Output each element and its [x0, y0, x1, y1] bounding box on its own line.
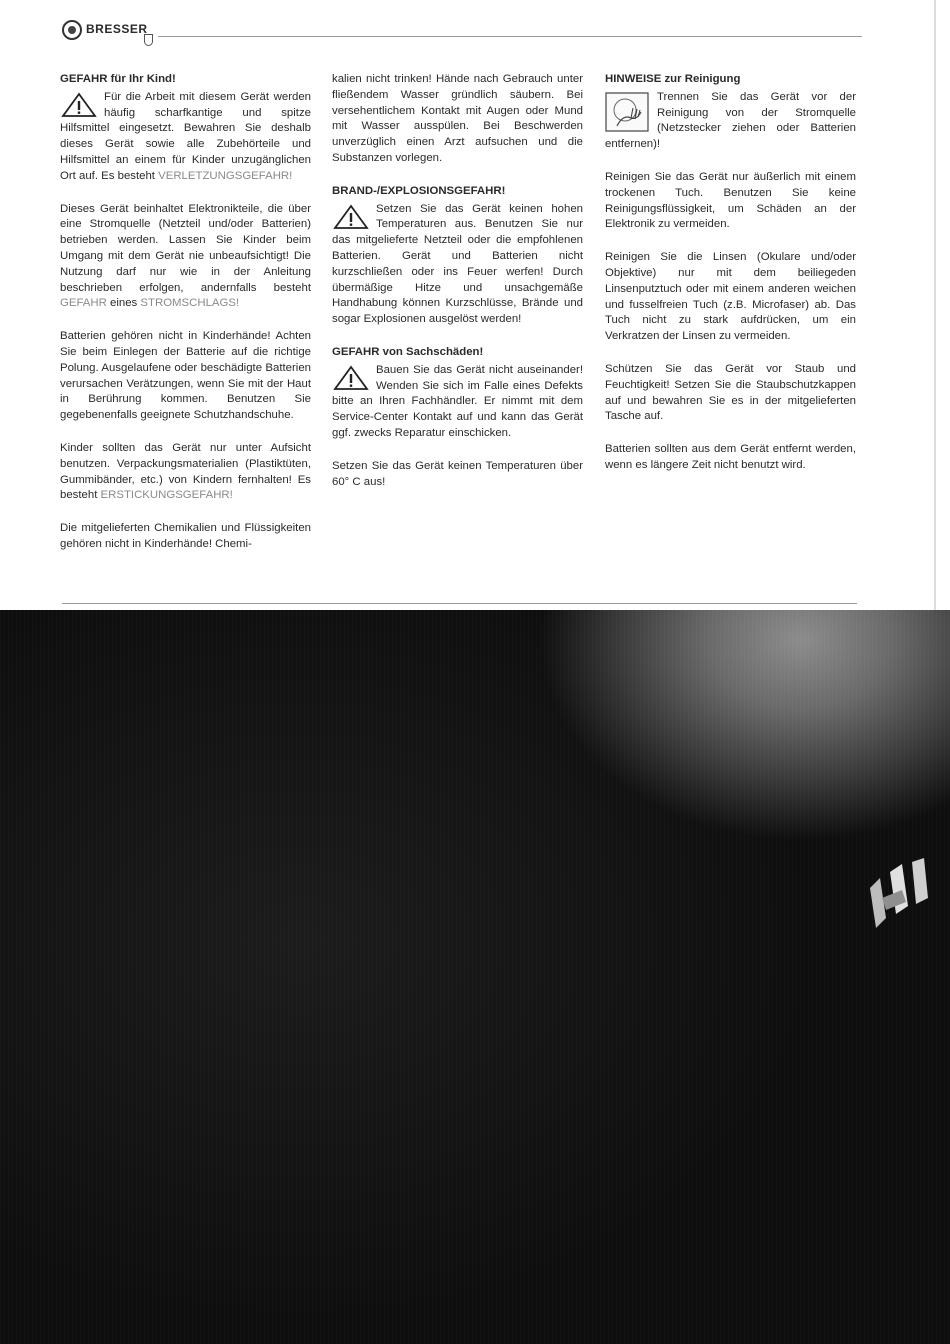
warning-triangle-icon — [332, 204, 370, 230]
paragraph-chemicals-cont: kalien nicht trinken! Hände nach Gebrauch unter fließendem Wasser gründlich säubern. Bei versehentlichem Kontakt mit Augen oder Mund mit Wasser ausspülen. Bei Beschwerden unverzüglich einen Arzt aufsuchen und die Substanzen vorlegen. — [332, 73, 583, 164]
hazard-term: ERSTICKUNGSGEFAHR! — [100, 489, 233, 502]
warning-triangle-icon — [332, 365, 370, 391]
paragraph-temperature: Setzen Sie das Gerät keinen Temperaturen über 60° C aus! — [332, 459, 583, 488]
background-photo — [0, 610, 950, 1344]
paragraph-dry-cloth: Reinigen Sie das Gerät nur äußerlich mit einem trockenen Tuch. Benutzen Sie keine Reinigungsflüssigkeit, um Schäden an der Elektronik zu vermeiden. — [605, 170, 856, 231]
column-2 — [332, 72, 583, 507]
hazard-term: STROMSCHLAGS! — [140, 297, 240, 310]
paragraph-fire — [332, 202, 583, 328]
photo-texture — [0, 610, 950, 1344]
warning-triangle-icon — [60, 92, 98, 118]
hazard-term: VERLETZUNGSGEFAHR! — [158, 169, 293, 182]
paragraph-disconnect — [605, 90, 856, 153]
bresser-logo-icon — [62, 20, 82, 40]
heading-property-damage: GEFAHR von Sachschäden! — [332, 345, 484, 358]
paragraph-chemicals: Die mitgelieferten Chemikalien und Flüssigkeiten gehören nicht in Kinderhände! Chemi- — [60, 522, 311, 550]
paragraph-dust: Schützen Sie das Gerät vor Staub und Feuchtigkeit! Setzen Sie die Staubschutzkappen auf und bewahren Sie es in der mitgelieferten Tasche auf. — [605, 362, 856, 423]
paragraph-sharp-tools — [60, 90, 311, 185]
text: Kinder sollten das Gerät nur unter Aufsicht benutzen. Verpackungsmaterialien (Plastiktüten, Gummibänder, etc.) von Kindern fernhalten! Es besteht — [60, 441, 311, 502]
document-page — [0, 0, 950, 610]
crest-icon — [144, 34, 153, 46]
watch-icon — [862, 858, 942, 948]
paragraph-supervision — [60, 441, 311, 504]
page-header — [62, 18, 862, 50]
paragraph-electronics — [60, 202, 311, 313]
heading-cleaning: HINWEISE zur Reinigung — [605, 73, 741, 85]
footer-divider — [62, 603, 857, 604]
header-divider — [158, 36, 862, 37]
text: Dieses Gerät beinhaltet Elektronikteile, die über eine Stromquelle (Netzteil und/oder Batterien) betrieben werden. Lassen Sie Kinder beim Umgang mit dem Gerät nie unbeaufsichtigt! Die Nutzung darf nur wie in der Anleitung beschrieben erfolgen, andernfalls besteht — [60, 202, 311, 294]
text: eines — [106, 297, 141, 310]
unplug-hand-icon — [605, 92, 651, 134]
heading-child-danger: GEFAHR für Ihr Kind! — [60, 73, 176, 85]
paragraph-remove-batteries: Batterien sollten aus dem Gerät entfernt werden, wenn es längere Zeit nicht benutzt wird. — [605, 443, 856, 471]
text: Für die Arbeit mit diesem Gerät werden häufig scharfkantige und spitze Hilfsmittel eingesetzt. Bewahren Sie deshalb dieses Gerät sowie alle Zubehörteile und Hilfsmittel an einem für Kinder unzugänglichen Ort auf. Es besteht — [60, 90, 311, 182]
hazard-term: GEFAHR — [60, 297, 107, 310]
paragraph-disassembly — [332, 363, 583, 442]
brand-name: BRESSER — [86, 22, 148, 36]
column-1 — [60, 72, 311, 570]
paragraph-lenses: Reinigen Sie die Linsen (Okulare und/oder Objektive) nur mit dem beiliegeden Linsenputztuch oder mit einem anderen weichen und fusselfreien Tuch (z.B. Microfaser) ab. Das Tuch nicht zu stark aufdrücken, um ein Verkratzen der Linsen zu vermeiden. — [605, 251, 856, 343]
text: Bauen Sie das Gerät nicht auseinander! Wenden Sie sich im Falle eines Defekts bitte an Ihren Fachhändler. Er nimmt mit dem Service-Center Kontakt auf und kann das Gerät ggf. zwecks Reparatur einschicken. — [332, 363, 583, 439]
text: Setzen Sie das Gerät keinen hohen Temperaturen aus. Benutzen Sie nur das mitgelieferte Netzteil oder die empfohlenen Batterien. Gerät und Batterien nicht kurzschließen oder ins Feuer werfen! Durch übermäßige Hitze und unsachgemäße Handhabung können Kurzschlüsse, Brände und sogar Explosionen ausgelöst werden! — [332, 202, 583, 326]
paragraph-batteries: Batterien gehören nicht in Kinderhände! Achten Sie beim Einlegen der Batterie auf die richtige Polung. Ausgelaufene oder beschädigte Batterien verursachen Verätzungen, wenn Sie mit der Haut in Berührung kommen. Benutzen Sie gegebenenfalls geeignete Schutzhandschuhe. — [60, 330, 311, 422]
page-edge — [934, 0, 936, 610]
heading-fire-explosion: BRAND-/EXPLOSIONSGEFAHR! — [332, 184, 506, 197]
text: Trennen Sie das Gerät vor der Reinigung von der Stromquelle (Netzstecker ziehen oder Batterien entfernen)! — [605, 90, 856, 151]
column-3 — [605, 72, 856, 491]
